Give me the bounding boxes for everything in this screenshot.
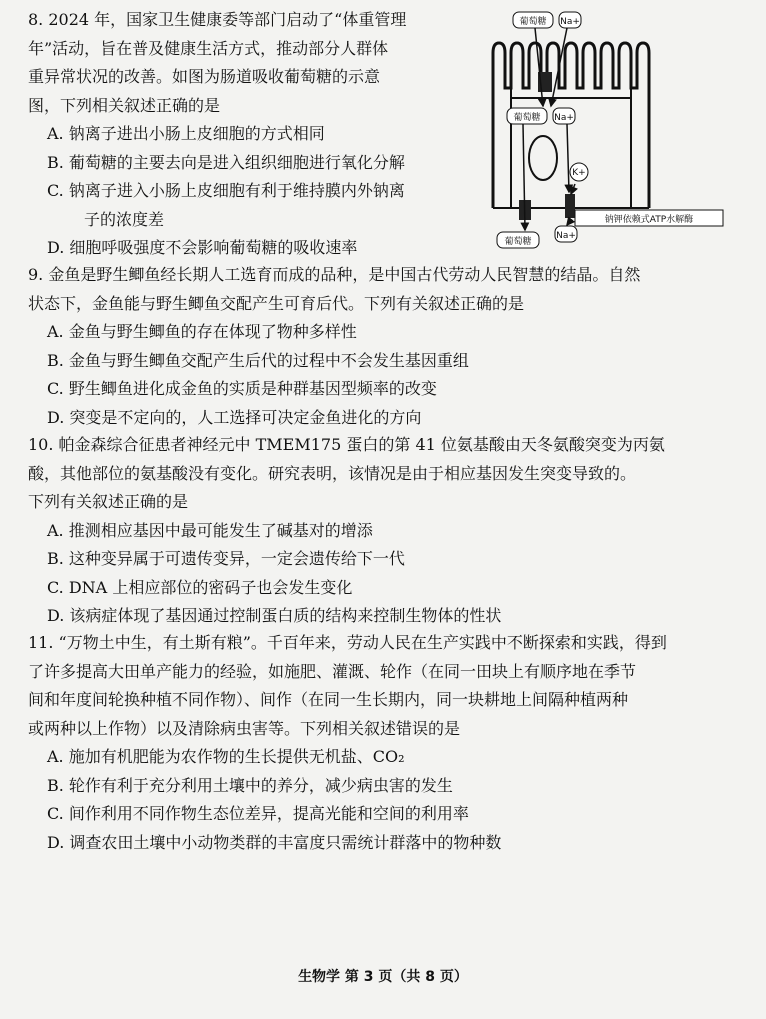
option-a: A. 金鱼与野生鲫鱼的存在体现了物种多样性 — [47, 322, 357, 341]
option-d: D. 细胞呼吸强度不会影响葡萄糖的吸收速率 — [47, 238, 358, 257]
option-d: D. 突变是不定向的，人工选择可决定金鱼进化的方向 — [47, 407, 422, 427]
question-stem-line: 状态下，金鱼能与野生鲫鱼交配产生可育后代。下列有关叙述正确的是 — [28, 293, 525, 313]
na-bottom-label — [555, 226, 577, 242]
microvilli-outline — [493, 43, 649, 208]
question-10 — [28, 431, 665, 631]
svg-text:Na+: Na+ — [556, 231, 576, 241]
option-b: B. 轮作有利于充分利用土壤中的养分，减少病虫害的发生 — [47, 775, 453, 795]
question-stem-line: 年”活动，旨在普及健康生活方式，推动部分人群体 — [28, 38, 389, 58]
svg-text:K+: K+ — [572, 168, 586, 178]
epithelial-cell — [511, 88, 631, 208]
question-stem-line: 酸，其他部位的氨基酸没有变化。研究表明，该情况是由于相应基因发生突变导致的。 — [28, 463, 637, 483]
option-b: B. 葡萄糖的主要去向是进入组织细胞进行氧化分解 — [47, 152, 405, 172]
page-footer: 生物学 第 3 页（共 8 页） — [298, 969, 468, 985]
question-stem-line: 下列有关叙述正确的是 — [28, 492, 189, 511]
question-stem-line: 8. 2024 年，国家卫生健康委等部门启动了“体重管理 — [28, 10, 407, 29]
glucose-top-label — [513, 12, 553, 28]
pump-label — [575, 210, 723, 226]
svg-text:葡萄糖: 葡萄糖 — [519, 17, 547, 27]
svg-text:Na+: Na+ — [560, 17, 580, 27]
nucleus — [529, 136, 557, 180]
question-9 — [28, 261, 640, 432]
question-stem-line: 11. “万物土中生，有土斯有粮”。千百年来，劳动人民在生产实践中不断探索和实践，得到 — [28, 633, 667, 652]
option-c: C. 野生鲫鱼进化成金鱼的实质是种群基因型频率的改变 — [47, 379, 437, 398]
na-top-label — [559, 12, 581, 28]
glucose-absorption-diagram — [483, 8, 725, 252]
option-b: B. 这种变异属于可遗传变异，一定会遗传给下一代 — [47, 549, 405, 568]
option-a: A. 施加有机肥能为农作物的生长提供无机盐、CO₂ — [47, 747, 405, 766]
svg-text:钠钾依赖式ATP水解酶: 钠钾依赖式ATP水解酶 — [604, 215, 694, 225]
question-stem-line: 了许多提高大田单产能力的经验，如施肥、灌溉、轮作（在同一田块上有顺序地在季节 — [28, 661, 637, 681]
option-a: A. 钠离子进出小肠上皮细胞的方式相同 — [47, 124, 325, 143]
question-8 — [28, 6, 468, 263]
question-stem-line: 间和年度间轮换种植不同作物）、间作（在同一生长期内，同一块耕地上间隔种植两种 — [28, 690, 629, 709]
svg-text:葡萄糖: 葡萄糖 — [504, 237, 532, 247]
k-ion-label — [570, 163, 588, 181]
option-c: C. 间作利用不同作物生态位差异，提高光能和空间的利用率 — [47, 804, 469, 823]
option-d: D. 该病症体现了基因通过控制蛋白质的结构来控制生物体的性状 — [47, 606, 502, 625]
question-stem-line: 9. 金鱼是野生鲫鱼经长期人工选育而成的品种，是中国古代劳动人民智慧的结晶。自然 — [28, 265, 641, 284]
option-c: C. DNA 上相应部位的密码子也会发生变化 — [47, 577, 353, 597]
question-stem-line: 或两种以上作物）以及清除病虫害等。下列相关叙述错误的是 — [28, 718, 461, 738]
option-c: C. 钠离子进入小肠上皮细胞有利于维持膜内外钠离 — [47, 181, 405, 200]
question-stem-line: 10. 帕金森综合征患者神经元中 TMEM175 蛋白的第 41 位氨基酸由天冬氨酸突变为丙氨 — [28, 435, 665, 454]
na-mid-label — [553, 108, 575, 124]
question-stem-line: 图，下列相关叙述正确的是 — [28, 95, 221, 115]
glucose-bottom-label — [497, 232, 539, 248]
question-11 — [28, 629, 667, 857]
question-stem-line: 重异常状况的改善。如图为肠道吸收葡萄糖的示意 — [28, 67, 381, 86]
option-b: B. 金鱼与野生鲫鱼交配产生后代的过程中不会发生基因重组 — [47, 350, 469, 370]
na-k-pump — [565, 194, 575, 218]
option-d: D. 调查农田土壤中小动物类群的丰富度只需统计群落中的物种数 — [47, 832, 502, 852]
option-a: A. 推测相应基因中最可能发生了碱基对的增添 — [47, 520, 373, 540]
option-c-continued: 子的浓度差 — [84, 209, 165, 229]
glucose-mid-label — [507, 108, 547, 124]
svg-text:Na+: Na+ — [554, 113, 574, 123]
svg-text:葡萄糖: 葡萄糖 — [513, 113, 541, 123]
